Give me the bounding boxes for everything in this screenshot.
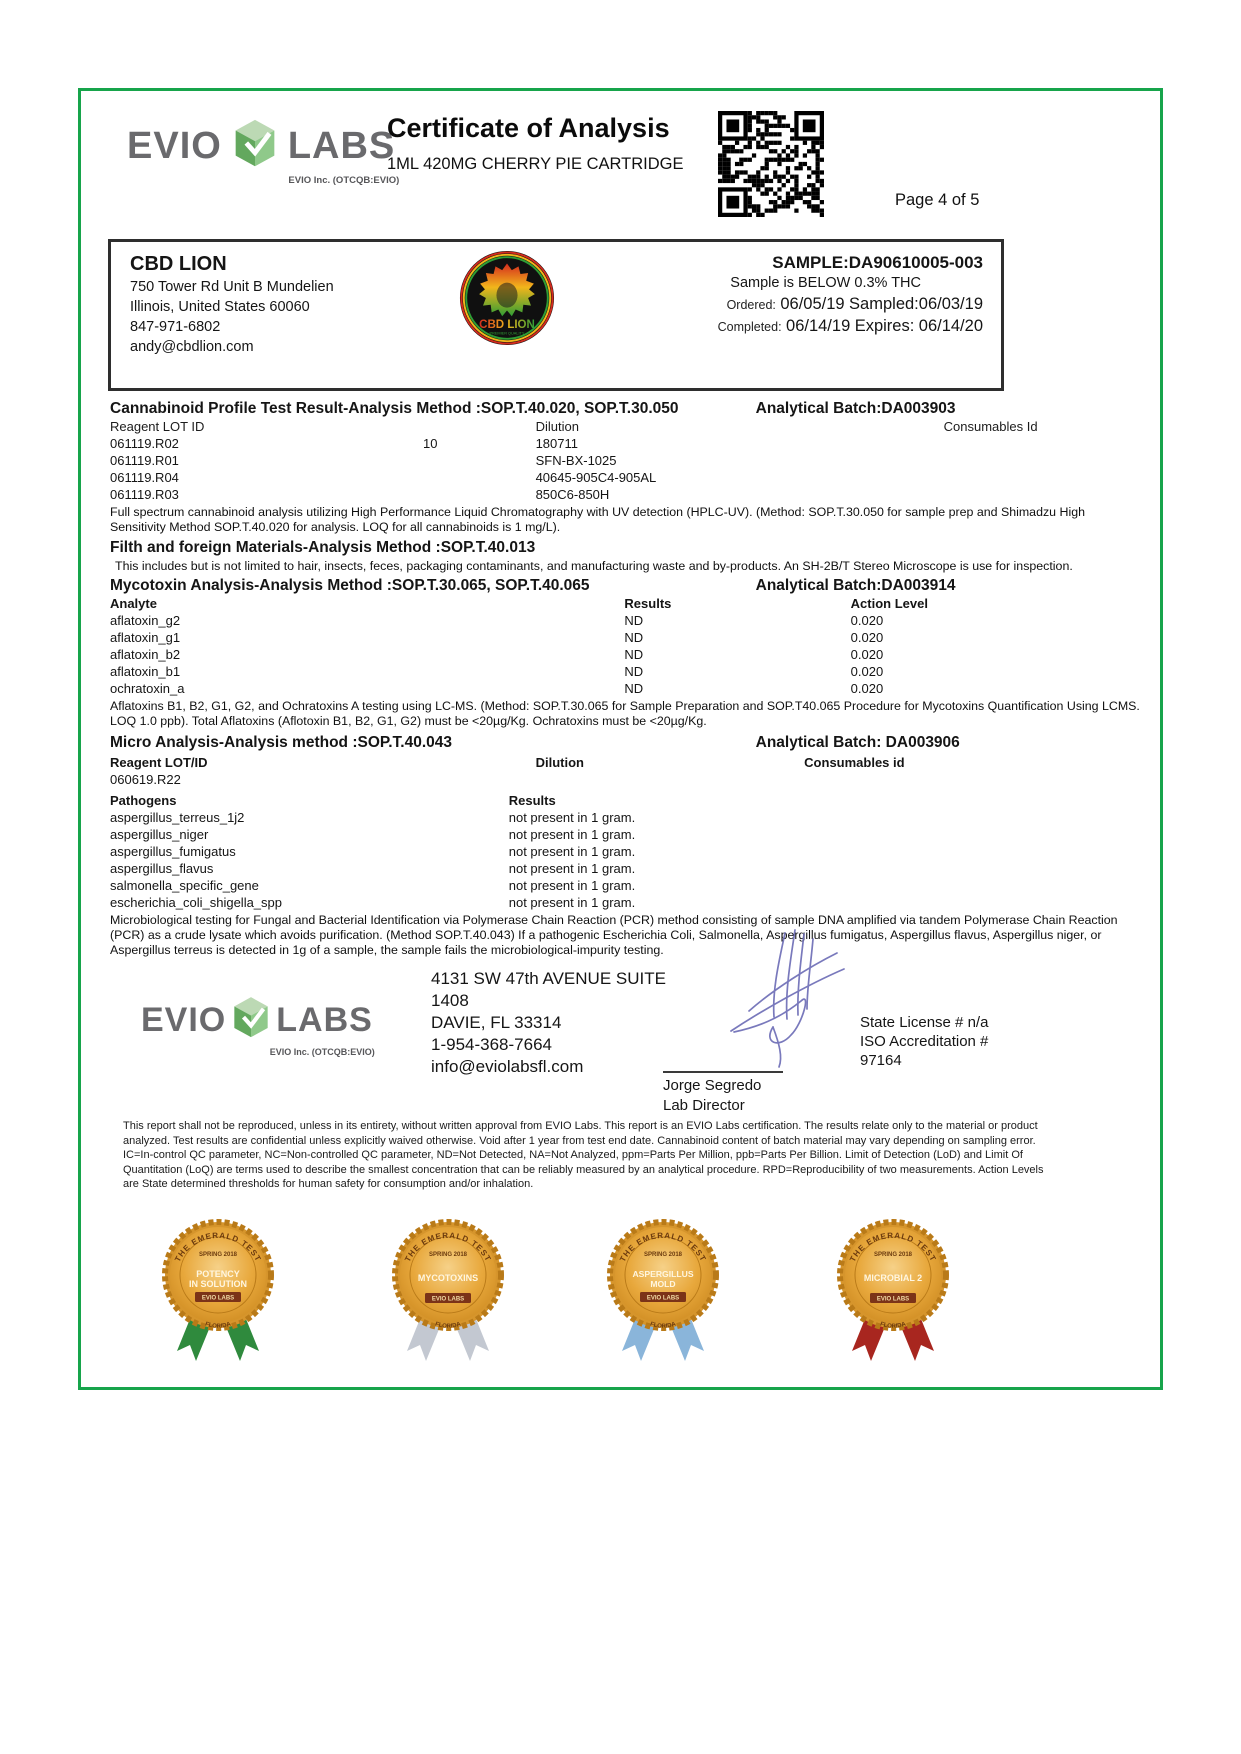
- analyte: ochratoxin_a: [110, 681, 185, 696]
- logo-labs-text: LABS: [276, 1001, 373, 1039]
- table-row: [110, 771, 1143, 788]
- col-dilution: Dilution: [535, 419, 579, 434]
- reagent-id: 060619.R22: [110, 772, 181, 787]
- lot-value: 40645-905C4-905AL: [535, 470, 657, 485]
- badge-bottom-arc: FLORIDA: [204, 1321, 232, 1330]
- table-row: [110, 809, 1143, 826]
- client-address-line2: Illinois, United States 60060: [130, 299, 310, 315]
- consumable-value: [804, 771, 1143, 788]
- sample-id: SAMPLE:DA90610005-003: [772, 253, 983, 272]
- consumable-value: [944, 452, 1143, 469]
- analyte: aflatoxin_g2: [110, 613, 181, 628]
- cbd-lion-logo-text: CBD LION: [479, 318, 535, 331]
- reagent-id: 061119.R02: [110, 436, 179, 451]
- action-level: 0.020: [850, 630, 884, 645]
- client-sample-box: [108, 239, 1004, 391]
- table-row: [110, 612, 1143, 629]
- badge-season: SPRING 2018: [428, 1252, 468, 1258]
- lab-email: info@eviolabsfl.com: [431, 1057, 584, 1076]
- filth-note: This includes but is not limited to hair, insects, feces, packaging contaminants, and manufacturing waste and by-products. An SH-2B/T Stereo Microscope is use for inspection.: [115, 559, 1073, 573]
- pathogen: escherichia_coli_shigella_spp: [110, 895, 282, 910]
- badge-season: SPRING 2018: [643, 1252, 683, 1258]
- iso-accreditation-line2: 97164: [860, 1052, 902, 1069]
- badge-org: EVIO LABS: [646, 1295, 680, 1302]
- badge-bottom-arc: FLORIDA: [434, 1321, 462, 1330]
- badge-org: EVIO LABS: [201, 1295, 235, 1302]
- consumable-value: [944, 469, 1143, 486]
- analyte: aflatoxin_b1: [110, 664, 181, 679]
- expires-date: 06/14/20: [918, 317, 983, 335]
- lab-address-block: [431, 968, 666, 1078]
- award-badge-mycotoxins: [388, 1213, 508, 1363]
- table-row: [110, 452, 1143, 469]
- completed-date: 06/14/19: [786, 317, 851, 335]
- action-level: 0.020: [850, 613, 884, 628]
- table-row: [110, 629, 1143, 646]
- award-badge-potency: [158, 1213, 278, 1363]
- lot-value: SFN-BX-1025: [535, 453, 617, 468]
- col-consumables-id: Consumables id: [804, 755, 905, 770]
- lab-phone: 1-954-368-7664: [431, 1035, 552, 1054]
- badge-season: SPRING 2018: [873, 1252, 913, 1258]
- badge-top-arc: THE EMERALD TEST: [173, 1230, 263, 1264]
- iso-accreditation-line1: ISO Accreditation #: [860, 1033, 989, 1050]
- cannabinoid-section-title: [110, 400, 1143, 418]
- col-consumables-id: Consumables Id: [943, 419, 1038, 434]
- badge-label: MICROBIAL 2: [863, 1273, 923, 1283]
- pathogen: salmonella_specific_gene: [110, 878, 259, 893]
- signer-title: Lab Director: [663, 1097, 745, 1114]
- state-license: State License # n/a: [860, 1014, 989, 1031]
- signature-line: [663, 1071, 783, 1073]
- sampled-date: 06/03/19: [918, 295, 983, 313]
- dilution-value: [423, 452, 536, 469]
- col-pathogens: Pathogens: [110, 793, 177, 808]
- sample-thc-note: Sample is BELOW 0.3% THC: [730, 275, 921, 291]
- lab-address-line3: DAVIE, FL 33314: [431, 1013, 562, 1032]
- cannabinoid-title-text: Cannabinoid Profile Test Result-Analysis Method :SOP.T.40.020, SOP.T.30.050: [110, 400, 679, 417]
- col-dilution: Dilution: [535, 755, 584, 770]
- expires-label: Expires:: [854, 317, 915, 335]
- analysis-sections: [110, 394, 1143, 958]
- signature-image: [679, 927, 889, 1082]
- dilution-value: 10: [422, 436, 438, 451]
- col-spacer: [423, 418, 536, 435]
- action-level: 0.020: [850, 664, 884, 679]
- col-results: Results: [624, 596, 672, 611]
- table-row: [110, 469, 1143, 486]
- table-row: [110, 646, 1143, 663]
- result: ND: [624, 613, 644, 628]
- mycotoxin-method-note: Aflatoxins B1, B2, G1, G2, and Ochratoxins A testing using LC-MS. (Method: SOP.T.30.065 for Sample Preparation and SOP.T40.065 Procedure for Mycotoxins Quantification Using LCMS. LOQ 1.0 ppb). Total Aflatoxins (Aflotoxin B1, B2, G1, G2) must be <20µg/Kg. Ochratoxins must be <20µg/Kg.: [110, 699, 1140, 728]
- disclaimer-text: This report shall not be reproduced, unless in its entirety, without written approval from EVIO Labs. This report is an EVIO Labs certification. The results relate only to the material or product analyzed. Test results are confidential unless explicitly waived otherwise. Void after 1 year from test end date. Cannabinoid content of batch material may vary depending on sampling error. IC=In-control QC parameter, NC=Non-controlled QC parameter, ND=Not Detected, NA=Not Analyzed, ppm=Parts Per Million, ppb=Parts Per Billion. Limit of Detection (LoD) and Limit Of Quantitation (LoQ) are terms used to describe the smallest concentration that can be reliably measured by an analytical procedure. RPD=Reproducibility of two measurements. Action Levels are State determined thresholds for human safety for consumption and/or inhalation.: [123, 1120, 1044, 1191]
- pathogen: aspergillus_terreus_1j2: [110, 810, 245, 825]
- cannabinoid-table-header: [110, 418, 1143, 435]
- consumable-value: [944, 486, 1143, 503]
- dilution-value: [423, 469, 536, 486]
- badge-bottom-arc: FLORIDA: [649, 1321, 677, 1330]
- analyte: aflatoxin_b2: [110, 647, 181, 662]
- evio-labs-footer-logo: [141, 993, 375, 1057]
- analyte: aflatoxin_g1: [110, 630, 181, 645]
- result: not present in 1 gram.: [508, 878, 636, 893]
- mycotoxin-section-title: [110, 577, 1143, 595]
- reagent-id: 061119.R03: [110, 487, 179, 502]
- evio-cube-icon: [226, 115, 284, 178]
- license-block: [860, 1013, 988, 1070]
- result: ND: [624, 630, 644, 645]
- dilution-value: [423, 486, 536, 503]
- cannabinoid-batch: Analytical Batch:DA003903: [755, 400, 956, 417]
- micro-title-text: Micro Analysis-Analysis method :SOP.T.40.043: [110, 734, 452, 751]
- reagent-id: 061119.R01: [110, 453, 179, 468]
- client-phone: 847-971-6802: [130, 319, 221, 335]
- ordered-label: Ordered:: [726, 298, 776, 312]
- micro-section-title: [110, 734, 1143, 752]
- cannabinoid-method-note: Full spectrum cannabinoid analysis utilizing High Performance Liquid Chromatography with UV detection (HPLC-UV). (Method: SOP.T.30.050 for sample prep and Shimadzu High Sensitivity Method SOP.T.40.020 for analysis. LOQ for all cannabinoids is 1 mg/L).: [110, 505, 1085, 534]
- badge-top-arc: THE EMERALD TEST: [403, 1230, 493, 1264]
- mycotoxin-table-header: [110, 595, 1143, 612]
- evio-labs-logo: [127, 115, 400, 186]
- micro-table-header: [110, 754, 1143, 771]
- badge-bottom-arc: FLORIDA: [879, 1321, 907, 1330]
- signer-block: [663, 1071, 783, 1116]
- mycotoxin-title-text: Mycotoxin Analysis-Analysis Method :SOP.T.30.065, SOP.T.40.065: [110, 577, 590, 594]
- ordered-date: 06/05/19: [780, 295, 845, 313]
- result: not present in 1 gram.: [508, 861, 636, 876]
- qr-code: [718, 111, 824, 217]
- badge-label: POTENCY: [196, 1269, 240, 1279]
- badge-label-2: IN SOLUTION: [189, 1279, 247, 1289]
- signer-name: Jorge Segredo: [663, 1077, 762, 1094]
- table-row: [110, 877, 1143, 894]
- badge-label: MYCOTOXINS: [417, 1273, 479, 1283]
- col-results: Results: [508, 793, 556, 808]
- table-row: [110, 860, 1143, 877]
- lot-value: 180711: [535, 436, 578, 451]
- award-badge-microbial: [833, 1213, 953, 1363]
- client-email: andy@cbdlion.com: [130, 339, 254, 355]
- lab-address-line1: 4131 SW 47th AVENUE SUITE: [431, 969, 666, 988]
- result: not present in 1 gram.: [508, 810, 636, 825]
- micro-method-note: Microbiological testing for Fungal and Bacterial Identification via Polymerase Chain Reaction (PCR) method consisting of sample DNA amplified via tandem Polymerase Chain Reaction (PCR) as a crude lysate which avoids purification. (Method SOP.T.40.043) If a pathogenic Escherichia Coli, Salmonella, Aspergillus fumigatus, Aspergillus flavus, Aspergillus niger, or Aspergillus terreus is detected in 1g of a sample, the sample fails the microbiological-impurity testing.: [110, 913, 1118, 957]
- sample-dates-line2: [718, 316, 983, 338]
- filth-section-title: Filth and foreign Materials-Analysis Method :SOP.T.40.013: [110, 539, 536, 556]
- badge-label: ASPERGILLUS: [632, 1269, 694, 1279]
- table-row: [110, 435, 1143, 452]
- logo-evio-text: EVIO: [141, 1001, 227, 1039]
- col-analyte: Analyte: [110, 596, 157, 611]
- result: not present in 1 gram.: [508, 827, 636, 842]
- mycotoxin-batch: Analytical Batch:DA003914: [755, 577, 956, 594]
- award-badge-aspergillus: [603, 1213, 723, 1363]
- client-name: CBD LION: [130, 253, 227, 275]
- result: ND: [624, 647, 644, 662]
- result: ND: [624, 664, 644, 679]
- reagent-id: 061119.R04: [110, 470, 179, 485]
- sample-dates-line1: [718, 294, 983, 316]
- page-title: Certificate of Analysis: [387, 113, 670, 143]
- cbd-lion-logo: [459, 250, 555, 346]
- table-row: [110, 663, 1143, 680]
- consumable-value: [944, 435, 1143, 452]
- logo-tagline: EVIO Inc. (OTCQB:EVIO): [269, 1047, 375, 1057]
- table-row: [110, 680, 1143, 697]
- dilution-value: [536, 771, 805, 788]
- table-row: [110, 894, 1143, 911]
- cbd-lion-logo-tagline: PREMIER QUALITY: [489, 331, 525, 336]
- badge-org: EVIO LABS: [876, 1296, 910, 1303]
- micro-batch: Analytical Batch: DA003906: [755, 734, 960, 751]
- sampled-label: Sampled:: [849, 295, 919, 313]
- badge-top-arc: THE EMERALD TEST: [848, 1230, 938, 1264]
- result: not present in 1 gram.: [508, 844, 636, 859]
- col-reagent-lot-id: Reagent LOT ID: [110, 419, 205, 434]
- pathogen: aspergillus_flavus: [110, 861, 214, 876]
- lab-address-line2: 1408: [431, 991, 469, 1010]
- badge-org: EVIO LABS: [431, 1296, 465, 1303]
- table-row: [110, 486, 1143, 503]
- pathogen: aspergillus_fumigatus: [110, 844, 236, 859]
- logo-evio-text: EVIO: [127, 125, 222, 167]
- col-action-level: Action Level: [850, 596, 928, 611]
- pathogen: aspergillus_niger: [110, 827, 209, 842]
- badge-top-arc: THE EMERALD TEST: [618, 1230, 708, 1264]
- pathogens-table-header: [110, 792, 1143, 809]
- table-row: [110, 843, 1143, 860]
- action-level: 0.020: [850, 647, 884, 662]
- evio-cube-icon: [226, 993, 276, 1048]
- logo-labs-text: LABS: [287, 125, 396, 167]
- action-level: 0.020: [850, 681, 884, 696]
- completed-label: Completed:: [717, 320, 782, 334]
- col-reagent-lot-id: Reagent LOT/ID: [110, 755, 208, 770]
- table-row: [110, 826, 1143, 843]
- product-name: 1ML 420MG CHERRY PIE CARTRIDGE: [387, 155, 684, 173]
- badge-season: SPRING 2018: [198, 1252, 238, 1258]
- result: not present in 1 gram.: [508, 895, 636, 910]
- logo-tagline: EVIO Inc. (OTCQB:EVIO): [288, 175, 400, 186]
- page-number: Page 4 of 5: [895, 191, 980, 209]
- client-address-line1: 750 Tower Rd Unit B Mundelien: [130, 279, 334, 295]
- result: ND: [624, 681, 644, 696]
- lot-value: 850C6-850H: [535, 487, 610, 502]
- badge-label-2: MOLD: [650, 1279, 676, 1289]
- certificate-page: [78, 88, 1163, 1390]
